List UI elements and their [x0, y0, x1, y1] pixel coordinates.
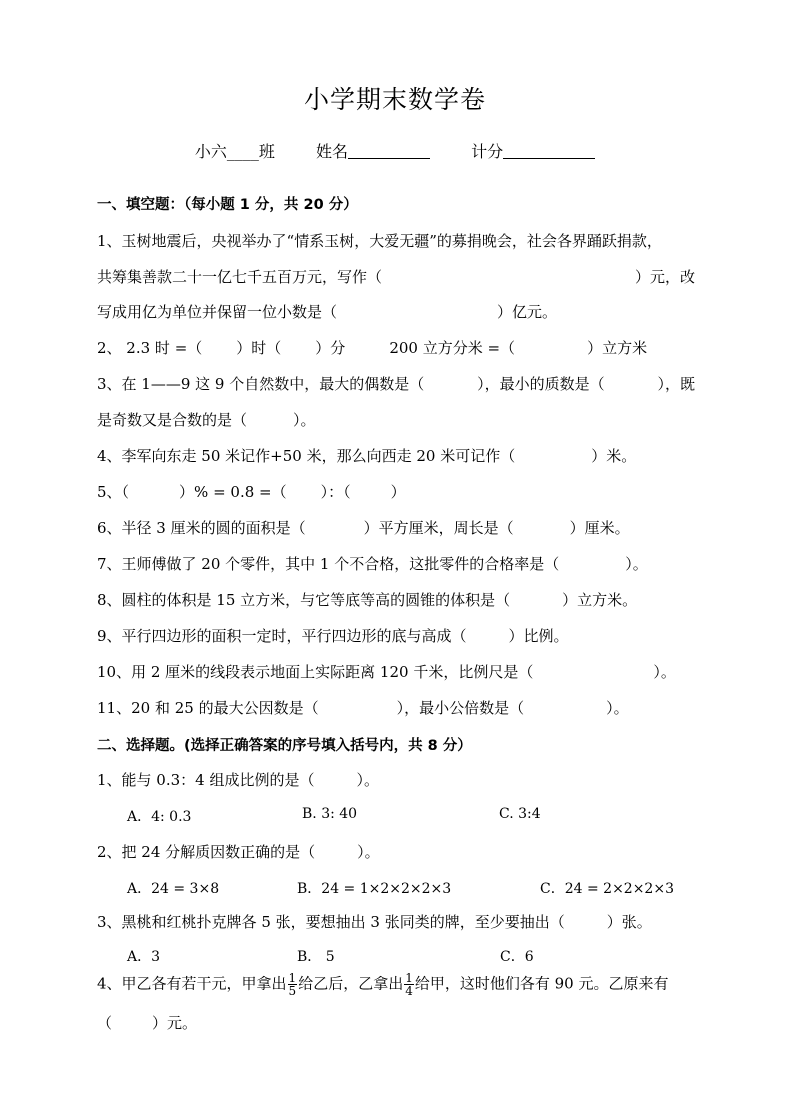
q5-text-a: 5、（ — [97, 483, 130, 501]
question-1-line-2 — [97, 266, 695, 287]
q5-text-b: ）% = 0.8 =（ — [179, 483, 287, 501]
c1-option-a[interactable]: A．4: 0.3 — [127, 809, 192, 825]
choice-question-4-line-2 — [97, 1012, 695, 1033]
q3-text-b: ），最小的质数是（ — [477, 375, 605, 393]
q10-text-a: 10、用 2 厘米的线段表示地面上实际距离 120 千米，比例尺是（ — [97, 663, 534, 681]
c4-text-a: 4、甲乙各有若干元，甲拿出 — [97, 974, 287, 993]
q5-text-c: ）：（ — [320, 483, 351, 501]
c3-text-b: ）张。 — [606, 913, 652, 931]
c3-option-a[interactable]: A．3 — [127, 949, 161, 965]
choice-question-4-line-1 — [97, 972, 695, 997]
c2-option-c[interactable]: C．24 = 2×2×2×3 — [540, 881, 674, 897]
q2-text-b: ）时（ — [236, 339, 282, 357]
fraction-denominator: 5 — [288, 984, 297, 998]
q1-line3-text-a: 写成用亿为单位并保留一位小数是（ — [97, 303, 338, 321]
q3-text-c: ），既 — [657, 375, 695, 393]
q5-text-d: ） — [390, 483, 406, 501]
q11-text-b: ），最小公倍数是（ — [396, 699, 525, 717]
question-3-line-1 — [97, 373, 695, 394]
question-10 — [97, 661, 695, 682]
c3-option-b[interactable]: B． 5 — [297, 949, 335, 965]
question-1-line-1: 1、玉树地震后，央视举办了“情系玉树，大爱无疆”的募捐晚会，社会各界踊跃捐款， — [97, 232, 662, 250]
c3-text-a: 3、黑桃和红桃扑克牌各 5 张，要想抽出 3 张同类的牌，至少要抽出（ — [97, 913, 565, 931]
q11-text-c: ）。 — [606, 699, 629, 717]
c4-line2-text-b: ）元。 — [152, 1014, 198, 1032]
question-6 — [97, 517, 695, 538]
name-blank[interactable] — [348, 142, 430, 159]
score-field[interactable] — [471, 139, 595, 162]
c2-text-b: ）。 — [357, 843, 380, 861]
name-field[interactable] — [316, 139, 430, 162]
q4-text-a: 4、李军向东走 50 米记作+50 米，那么向西走 20 米可记作（ — [97, 447, 516, 465]
c1-option-b[interactable]: B. 3: 40 — [302, 806, 358, 822]
choice-question-3 — [97, 911, 695, 932]
score-label: 计分 — [471, 142, 504, 161]
fraction-numerator: 1 — [405, 971, 413, 985]
q6-text-c: ）厘米。 — [569, 519, 630, 537]
q2-text-c: ）分 — [315, 339, 346, 357]
question-7 — [97, 553, 695, 574]
q4-text-b: ）米。 — [591, 447, 637, 465]
question-8 — [97, 589, 695, 610]
q9-text-a: 9、平行四边形的面积一定时，平行四边形的底与高成（ — [97, 627, 467, 645]
q2-text-d: 200 立方分米 =（ — [389, 339, 516, 357]
question-9 — [97, 625, 695, 646]
q9-text-b: ）比例。 — [508, 627, 569, 645]
c2-text-a: 2、把 24 分解质因数正确的是（ — [97, 843, 316, 861]
page-title: 小学期末数学卷 — [303, 85, 486, 114]
q11-text-a: 11、20 和 25 的最大公因数是（ — [97, 699, 319, 717]
choice-question-2 — [97, 841, 695, 862]
question-11 — [97, 697, 695, 718]
fraction-denominator: 4 — [405, 984, 413, 998]
q1-text-a: 共筹集善款二十一亿七千五百万元，写作（ — [97, 268, 383, 286]
section1-heading: 一、填空题：（每小题 1 分，共 20 分） — [97, 197, 358, 213]
question-1-line-3 — [97, 301, 695, 322]
c4-text-b: 给乙后，乙拿出 — [298, 974, 404, 993]
q6-text-a: 6、半径 3 厘米的圆的面积是（ — [97, 519, 306, 537]
fraction-one-fourth — [404, 972, 414, 997]
q2-text-a: 2、 2.3 时 =（ — [97, 339, 203, 357]
question-5 — [97, 481, 695, 502]
q1-text-b: ）元，改 — [634, 268, 695, 286]
choice-question-1 — [97, 769, 695, 790]
question-2 — [97, 337, 695, 358]
c2-option-a[interactable]: A．24 = 3×8 — [127, 881, 220, 897]
c1-text-a: 1、能与 0.3：4 组成比例的是（ — [97, 771, 315, 789]
q3-line2-text-b: ）。 — [293, 411, 316, 429]
c2-option-b[interactable]: B．24 = 1×2×2×2×3 — [297, 881, 452, 897]
section2-heading: 二、选择题。(选择正确答案的序号填入括号内，共 8 分） — [97, 738, 472, 754]
q7-text-a: 7、王师傅做了 20 个零件，其中 1 个不合格，这批零件的合格率是（ — [97, 555, 560, 573]
q3-line2-text-a: 是奇数又是合数的是（ — [97, 411, 248, 429]
student-info-line — [0, 139, 790, 162]
q6-text-b: ）平方厘米，周长是（ — [363, 519, 514, 537]
score-blank[interactable] — [503, 142, 595, 159]
q10-text-b: ）。 — [653, 663, 676, 681]
class-label: 小六____班 — [194, 142, 275, 161]
c1-option-c[interactable]: C. 3:4 — [499, 806, 541, 822]
q8-text-b: ）立方米。 — [562, 591, 638, 609]
c3-option-c[interactable]: C．6 — [500, 949, 534, 965]
q7-text-b: ）。 — [625, 555, 648, 573]
fraction-numerator: 1 — [288, 971, 297, 985]
question-3-line-2 — [97, 409, 695, 430]
question-4 — [97, 445, 695, 466]
q8-text-a: 8、圆柱的体积是 15 立方米，与它等底等高的圆锥的体积是（ — [97, 591, 511, 609]
q2-text-e: ）立方米 — [587, 339, 648, 357]
c1-text-b: ）。 — [356, 771, 379, 789]
name-label: 姓名 — [315, 142, 348, 161]
q3-text-a: 3、在 1——9 这 9 个自然数中，最大的偶数是（ — [97, 375, 425, 393]
q1-line3-text-b: ）亿元。 — [497, 303, 558, 321]
c4-text-c: 给甲，这时他们各有 90 元。乙原来有 — [414, 974, 669, 993]
c4-line2-text-a: （ — [97, 1014, 113, 1032]
fraction-one-fifth — [288, 972, 298, 997]
